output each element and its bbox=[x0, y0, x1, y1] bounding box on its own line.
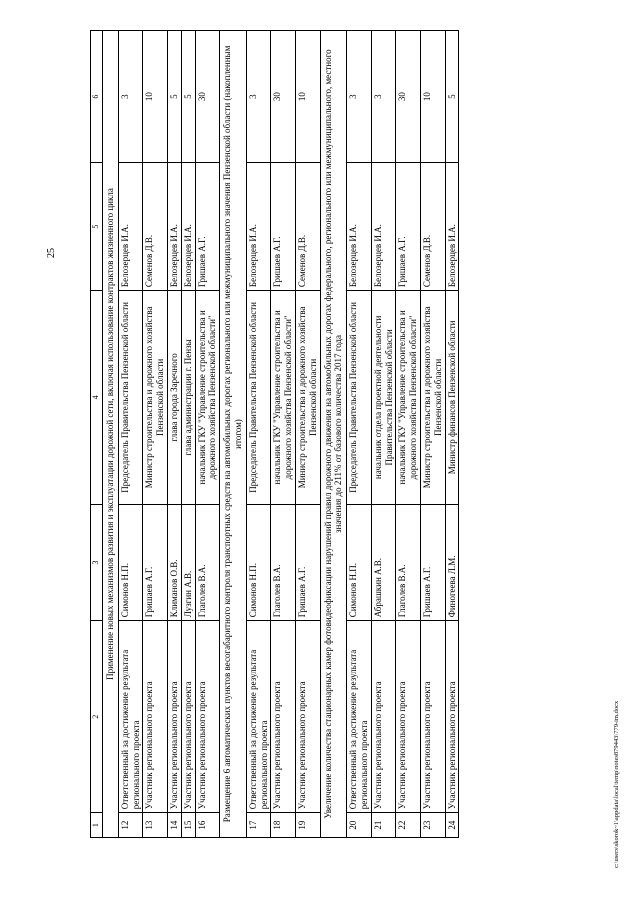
participant-role: Участник регионального проекта bbox=[181, 621, 195, 813]
row-number: 15 bbox=[181, 813, 195, 838]
participant-role: Участник регионального проекта bbox=[295, 621, 320, 813]
table-row bbox=[143, 31, 168, 838]
participant-position: Министр финансов Пензенской области bbox=[445, 291, 459, 505]
participant-role: Ответственный за достижение результата регионального проекта bbox=[118, 621, 143, 813]
participant-role: Участник регионального проекта bbox=[271, 621, 296, 813]
table-body bbox=[91, 31, 459, 838]
section-title: Размещение 6 автоматических пунктов весогабаритного контроля транспортных средств на автомобильных дорогах регионального или межмуниципального значения Пензенской области (накопленным итогом) bbox=[220, 31, 247, 838]
row-number: 17 bbox=[246, 813, 271, 838]
participant-role: Ответственный за достижение результата регионального проекта bbox=[347, 621, 372, 813]
direct-supervisor: Белозерцев И.А. bbox=[181, 163, 195, 291]
participant-position: глава администрации г. Пензы bbox=[181, 291, 195, 505]
employment-percent: 10 bbox=[420, 31, 445, 163]
employment-percent: 10 bbox=[295, 31, 320, 163]
direct-supervisor: Семенов Д.В. bbox=[295, 163, 320, 291]
participant-name: Симонов Н.П. bbox=[246, 504, 271, 621]
participant-role: Участник регионального проекта bbox=[371, 621, 396, 813]
row-number: 24 bbox=[445, 813, 459, 838]
table-row bbox=[420, 31, 445, 838]
table-row bbox=[371, 31, 396, 838]
employment-percent: 3 bbox=[118, 31, 143, 163]
direct-supervisor: Белозерцев И.А. bbox=[445, 163, 459, 291]
employment-percent: 5 bbox=[445, 31, 459, 163]
direct-supervisor: Семенов Д.В. bbox=[420, 163, 445, 291]
row-number: 19 bbox=[295, 813, 320, 838]
participant-name: Глаголев В.А. bbox=[195, 504, 220, 621]
row-number: 22 bbox=[396, 813, 421, 838]
employment-percent: 5 bbox=[181, 31, 195, 163]
participant-position: Председатель Правительства Пензенской области bbox=[347, 291, 372, 505]
table-row bbox=[118, 31, 143, 838]
participant-name: Гришаев А.Г. bbox=[295, 504, 320, 621]
direct-supervisor: Гришаев А.Г. bbox=[271, 163, 296, 291]
footer-file-path: c:\users\skorok~1\appdata\local\temp\notes879443\779-im.docx bbox=[613, 700, 620, 868]
column-header-2: 2 bbox=[91, 621, 103, 813]
employment-percent: 3 bbox=[246, 31, 271, 163]
column-header-1: 1 bbox=[91, 813, 103, 838]
table-row bbox=[347, 31, 372, 838]
column-header-5: 5 bbox=[91, 163, 103, 291]
participant-role: Участник регионального проекта bbox=[396, 621, 421, 813]
row-number: 16 bbox=[195, 813, 220, 838]
table-row bbox=[271, 31, 296, 838]
row-number: 12 bbox=[118, 813, 143, 838]
section-row bbox=[320, 31, 347, 838]
table-row bbox=[445, 31, 459, 838]
participant-name: Гришаев А.Г. bbox=[420, 504, 445, 621]
table-row bbox=[246, 31, 271, 838]
section-title: Увеличение количества стационарных камер фотовидеофиксации нарушений правил дорожного движения на автомобильных дорогах федерального, регионального или межмуниципального, местного значения до 211% от базового количества 2017 года bbox=[320, 31, 347, 838]
row-number: 18 bbox=[271, 813, 296, 838]
direct-supervisor: Белозерцев И.А. bbox=[118, 163, 143, 291]
section-title: Применение новых механизмов развития и эксплуатации дорожной сети, включая использование контрактов жизненного цикла bbox=[103, 31, 119, 838]
participant-name: Глаголев В.А. bbox=[396, 504, 421, 621]
direct-supervisor: Белозерцев И.А. bbox=[371, 163, 396, 291]
project-participants-table bbox=[90, 30, 459, 838]
column-header-3: 3 bbox=[91, 504, 103, 621]
table-row bbox=[195, 31, 220, 838]
employment-percent: 30 bbox=[396, 31, 421, 163]
direct-supervisor: Гришаев А.Г. bbox=[396, 163, 421, 291]
participant-position: начальник ГКУ "Управление строительства и дорожного хозяйства Пензенской области" bbox=[396, 291, 421, 505]
table-row bbox=[396, 31, 421, 838]
section-row bbox=[220, 31, 247, 838]
direct-supervisor: Гришаев А.Г. bbox=[195, 163, 220, 291]
participant-role: Участник регионального проекта bbox=[167, 621, 181, 813]
table-row bbox=[167, 31, 181, 838]
direct-supervisor: Белозерцев И.А. bbox=[167, 163, 181, 291]
participant-role: Участник регионального проекта bbox=[195, 621, 220, 813]
participant-name: Лузгин А.В. bbox=[181, 504, 195, 621]
participant-position: начальник отдела проектной деятельности Правительства Пензенской области bbox=[371, 291, 396, 505]
direct-supervisor: Белозерцев И.А. bbox=[246, 163, 271, 291]
participant-position: начальник ГКУ "Управление строительства и дорожного хозяйства Пензенской области" bbox=[271, 291, 296, 505]
row-number: 13 bbox=[143, 813, 168, 838]
employment-percent: 3 bbox=[371, 31, 396, 163]
direct-supervisor: Семенов Д.В. bbox=[143, 163, 168, 291]
column-header-6: 6 bbox=[91, 31, 103, 163]
participant-role: Участник регионального проекта bbox=[445, 621, 459, 813]
participant-name: Финогеева Л.М. bbox=[445, 504, 459, 621]
rotated-page-content bbox=[90, 30, 612, 838]
participant-position: Министр строительства и дорожного хозяйства Пензенской области bbox=[420, 291, 445, 505]
participant-role: Ответственный за достижение результата регионального проекта bbox=[246, 621, 271, 813]
table-row bbox=[295, 31, 320, 838]
employment-percent: 30 bbox=[271, 31, 296, 163]
participant-position: Министр строительства и дорожного хозяйства Пензенской области bbox=[143, 291, 168, 505]
participant-position: Министр строительства и дорожного хозяйства Пензенской области bbox=[295, 291, 320, 505]
participant-name: Симонов Н.П. bbox=[118, 504, 143, 621]
participant-name: Симонов Н.П. bbox=[347, 504, 372, 621]
employment-percent: 3 bbox=[347, 31, 372, 163]
participant-name: Глаголев В.А. bbox=[271, 504, 296, 621]
participant-name: Климанов О.В. bbox=[167, 504, 181, 621]
column-header-row bbox=[91, 31, 103, 838]
participant-position: глава города Заречного bbox=[167, 291, 181, 505]
participant-position: Председатель Правительства Пензенской области bbox=[118, 291, 143, 505]
participant-position: Председатель Правительства Пензенской области bbox=[246, 291, 271, 505]
row-number: 20 bbox=[347, 813, 372, 838]
row-number: 21 bbox=[371, 813, 396, 838]
participant-name: Абрашкин А.В. bbox=[371, 504, 396, 621]
page-number: 25 bbox=[46, 248, 57, 258]
row-number: 14 bbox=[167, 813, 181, 838]
employment-percent: 5 bbox=[167, 31, 181, 163]
employment-percent: 30 bbox=[195, 31, 220, 163]
participant-role: Участник регионального проекта bbox=[143, 621, 168, 813]
row-number: 23 bbox=[420, 813, 445, 838]
table-row bbox=[181, 31, 195, 838]
employment-percent: 10 bbox=[143, 31, 168, 163]
section-row bbox=[103, 31, 119, 838]
participant-position: начальник ГКУ "Управление строительства и дорожного хозяйства Пензенской области" bbox=[195, 291, 220, 505]
participant-role: Участник регионального проекта bbox=[420, 621, 445, 813]
direct-supervisor: Белозерцев И.А. bbox=[347, 163, 372, 291]
participant-name: Гришаев А.Г. bbox=[143, 504, 168, 621]
column-header-4: 4 bbox=[91, 291, 103, 505]
